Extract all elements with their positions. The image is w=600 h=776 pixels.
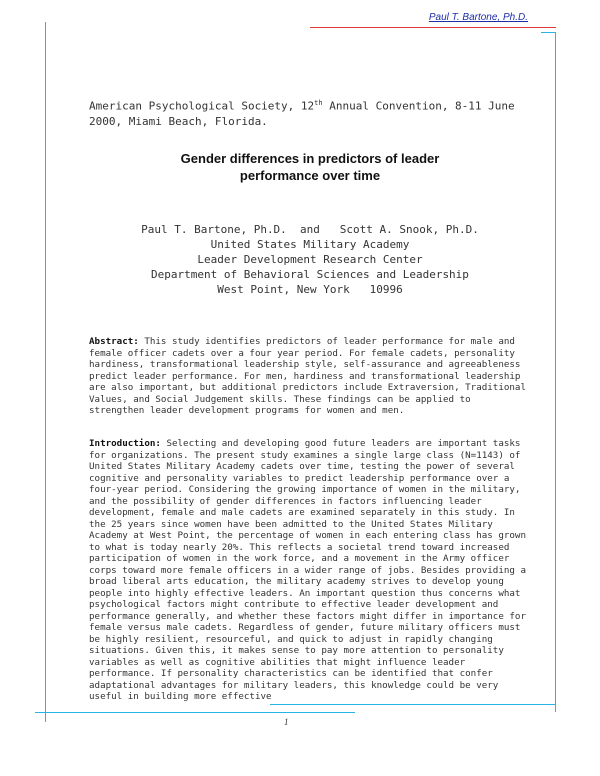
author-block: [90, 222, 530, 297]
title-line-2: performance over time: [239, 168, 381, 183]
author-center: Leader Development Research Center: [197, 253, 423, 266]
abstract-text: This study identifies predictors of leader performance for male and female officer cadets over a four year period. For female cadets, personality hardiness, transformational leadership style, self-assurance and agreeableness predict leader performance. For men, hardiness and transformational leadership are also important, but additional predictors include Extraversion, Traditional Values, and Social Judgement skills. These findings can be applied to strengthen leader development programs for women and men.: [89, 336, 526, 416]
paper-title: [100, 150, 520, 184]
introduction-paragraph: [89, 438, 529, 703]
author-department: Department of Behavioral Sciences and Leadership: [151, 268, 469, 281]
footer-rule-lower: [35, 712, 355, 713]
author-names: Paul T. Bartone, Ph.D. and Scott A. Snook, Ph.D.: [141, 223, 479, 236]
title-line-1: Gender differences in predictors of leader: [180, 151, 440, 166]
author-institution: United States Military Academy: [210, 238, 410, 251]
right-border-rule: [555, 32, 556, 712]
abstract-label: Abstract:: [89, 336, 139, 347]
introduction-text: Selecting and developing good future leaders are important tasks for organizations. The present study examines a single large class (N=1143) of United States Military Academy cadets over time, testing the power of several cognitive and personality variables to predict leadership performance over a four-year period. Considering the growing importance of women in the military, and the possibility of gender differences in factors influencing leader development, female and male cadets are examined separately in this study. In the 25 years since women have been admitted to the United States Military Academy at West Point, the percentage of women in each entering class has grown to what is today nearly 20%. This reflects a societal trend toward increased participation of women in the work force, and a movement in the Army officer corps toward more female officers in a wider range of jobs. Besides providing a broad liberal arts education, the military academy strives to develop young people into highly effective leaders. An important question thus concerns what psychological factors might contribute to effective leader development and performance generally, and whether these factors might differ in importance for female versus male cadets. Regardless of gender, future military officers must be highly resilient, resourceful, and quick to adjust in rapidly changing situations. Given this, it makes sense to pay more attention to personality variables as well as cognitive abilities that might influence leader performance. If personality characteristics can be identified that confer adaptational advantages for military leaders, this knowledge could be very useful in building more effective: [89, 438, 526, 702]
convention-info: American Psychological Society, 12th Annual Convention, 8-11 June 2000, Miami Beach, Florida.: [89, 99, 515, 128]
author-location: West Point, New York 10996: [217, 283, 403, 296]
top-right-rule: [541, 32, 556, 33]
header-author-name: Paul T. Bartone, Ph.D.: [428, 12, 528, 23]
introduction-label: Introduction:: [89, 438, 161, 449]
abstract-paragraph: [89, 336, 529, 417]
footer-rule-upper: [270, 704, 555, 705]
page-number: 1: [284, 717, 289, 727]
left-border-rule: [45, 22, 46, 722]
header-rule-red: [310, 27, 556, 28]
